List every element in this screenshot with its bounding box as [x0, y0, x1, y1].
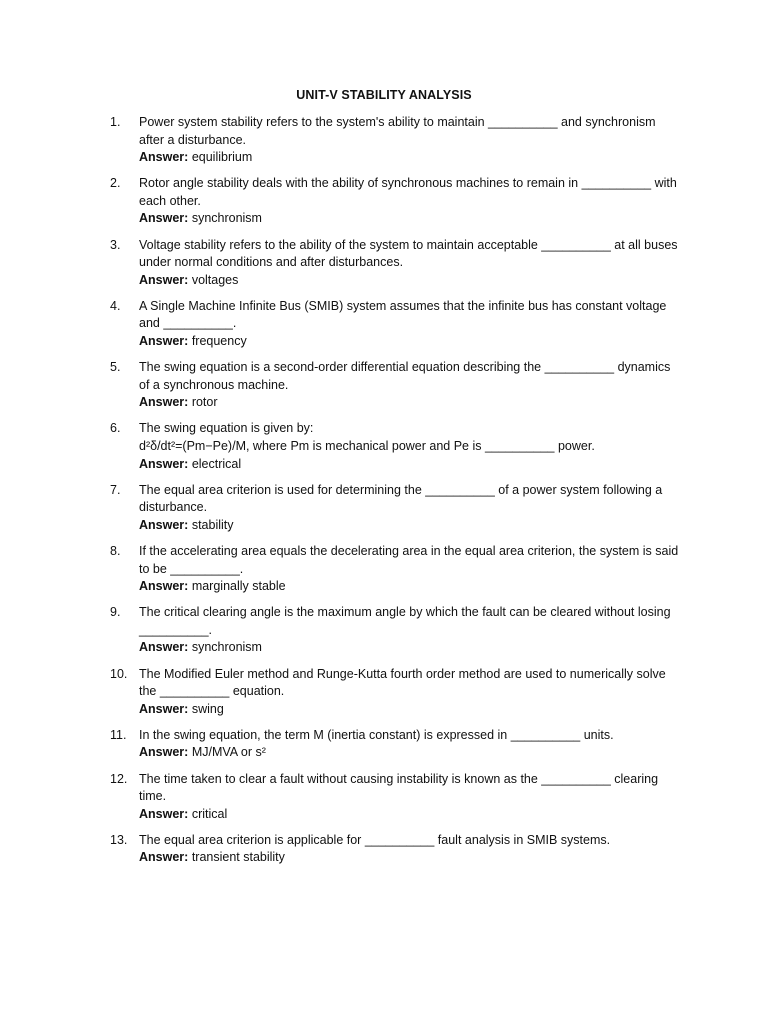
- question-item-7: [110, 482, 682, 535]
- answer-value: critical: [191, 806, 228, 821]
- answer-label: Answer:: [139, 517, 189, 532]
- answer-label: Answer:: [139, 272, 189, 287]
- question-item-2: [110, 175, 682, 228]
- answer-line: [139, 210, 682, 228]
- answer-label: Answer:: [139, 211, 189, 226]
- answer-value: rotor: [191, 395, 218, 410]
- answer-line: [139, 639, 682, 657]
- answer-line: [139, 333, 682, 351]
- answer-line: [139, 578, 682, 596]
- question-number: 10.: [110, 666, 128, 681]
- answer-line: [139, 849, 682, 867]
- question-number: 2.: [110, 176, 121, 191]
- answer-label: Answer:: [139, 850, 189, 865]
- question-text: Voltage stability refers to the ability of the system to maintain acceptable __________ at all buses under normal conditions and after disturbances.: [139, 237, 678, 270]
- answer-value: swing: [191, 701, 224, 716]
- answer-label: Answer:: [139, 806, 189, 821]
- question-text: The time taken to clear a fault without causing instability is known as the __________ clearing time.: [139, 771, 659, 804]
- question-text: The equal area criterion is applicable for __________ fault analysis in SMIB systems.: [139, 832, 611, 847]
- answer-value: marginally stable: [191, 579, 286, 594]
- answer-line: [139, 806, 682, 824]
- answer-line: [139, 701, 682, 719]
- question-item-5: [110, 359, 682, 412]
- answer-label: Answer:: [139, 745, 189, 760]
- question-number: 13.: [110, 832, 128, 847]
- question-text: The swing equation is a second-order differential equation describing the __________ dynamics of a synchronous machine.: [139, 360, 671, 392]
- question-item-11: [110, 727, 682, 762]
- question-number: 4.: [110, 298, 121, 313]
- answer-value: MJ/MVA or s²: [191, 745, 266, 760]
- question-list: [110, 114, 682, 875]
- question-number: 9.: [110, 605, 121, 620]
- answer-value: stability: [191, 517, 234, 532]
- question-number: 11.: [110, 727, 127, 742]
- question-formula: d²δ/dt²=(Pm−Pe)/M, where Pm is mechanical power and Pe is __________ power.: [139, 439, 595, 453]
- question-text: The swing equation is given by:: [139, 421, 314, 436]
- answer-line: [139, 456, 682, 474]
- answer-line: [139, 272, 682, 290]
- answer-value: transient stability: [191, 850, 285, 865]
- question-number: 6.: [110, 421, 121, 436]
- answer-line: [139, 517, 682, 535]
- answer-value: frequency: [191, 334, 247, 349]
- answer-value: voltages: [191, 272, 239, 287]
- question-item-9: [110, 604, 682, 657]
- question-item-8: [110, 543, 682, 596]
- question-text: The critical clearing angle is the maximum angle by which the fault can be cleared without losing __________.: [139, 605, 671, 637]
- answer-label: Answer:: [139, 640, 189, 655]
- question-item-6: [110, 420, 682, 473]
- answer-label: Answer:: [139, 456, 189, 471]
- question-item-1: [110, 114, 682, 167]
- question-item-13: [110, 832, 682, 867]
- answer-value: electrical: [191, 456, 242, 471]
- page-title: UNIT-V STABILITY ANALYSIS: [296, 88, 472, 102]
- answer-label: Answer:: [139, 395, 189, 410]
- answer-value: equilibrium: [191, 150, 253, 165]
- question-text: In the swing equation, the term M (inertia constant) is expressed in __________ units.: [139, 727, 614, 742]
- answer-value: synchronism: [191, 211, 262, 226]
- question-text: A Single Machine Infinite Bus (SMIB) system assumes that the infinite bus has constant voltage and __________.: [139, 298, 667, 331]
- answer-line: [139, 394, 682, 412]
- answer-label: Answer:: [139, 701, 189, 716]
- answer-label: Answer:: [139, 150, 189, 165]
- question-number: 12.: [110, 771, 128, 786]
- answer-label: Answer:: [139, 334, 189, 349]
- question-text: Rotor angle stability deals with the ability of synchronous machines to remain in __________ with each other.: [139, 176, 677, 208]
- question-number: 1.: [110, 115, 121, 129]
- question-item-10: [110, 666, 682, 719]
- question-text: The equal area criterion is used for determining the __________ of a power system following a disturbance.: [139, 482, 663, 515]
- answer-label: Answer:: [139, 579, 189, 594]
- question-item-12: [110, 771, 682, 824]
- question-number: 5.: [110, 360, 121, 375]
- question-text: If the accelerating area equals the decelerating area in the equal area criterion, the system is said to be __________.: [139, 543, 679, 576]
- question-text: The Modified Euler method and Runge-Kutta fourth order method are used to numerically solve the __________ equation.: [139, 666, 666, 699]
- question-number: 8.: [110, 543, 121, 558]
- answer-line: [139, 744, 682, 762]
- answer-value: synchronism: [191, 640, 262, 655]
- answer-line: [139, 149, 682, 167]
- question-item-4: [110, 298, 682, 351]
- question-item-3: [110, 237, 682, 290]
- question-number: 7.: [110, 482, 121, 497]
- question-text: Power system stability refers to the system's ability to maintain __________ and synchronism after a disturbance.: [139, 115, 656, 147]
- question-number: 3.: [110, 237, 121, 252]
